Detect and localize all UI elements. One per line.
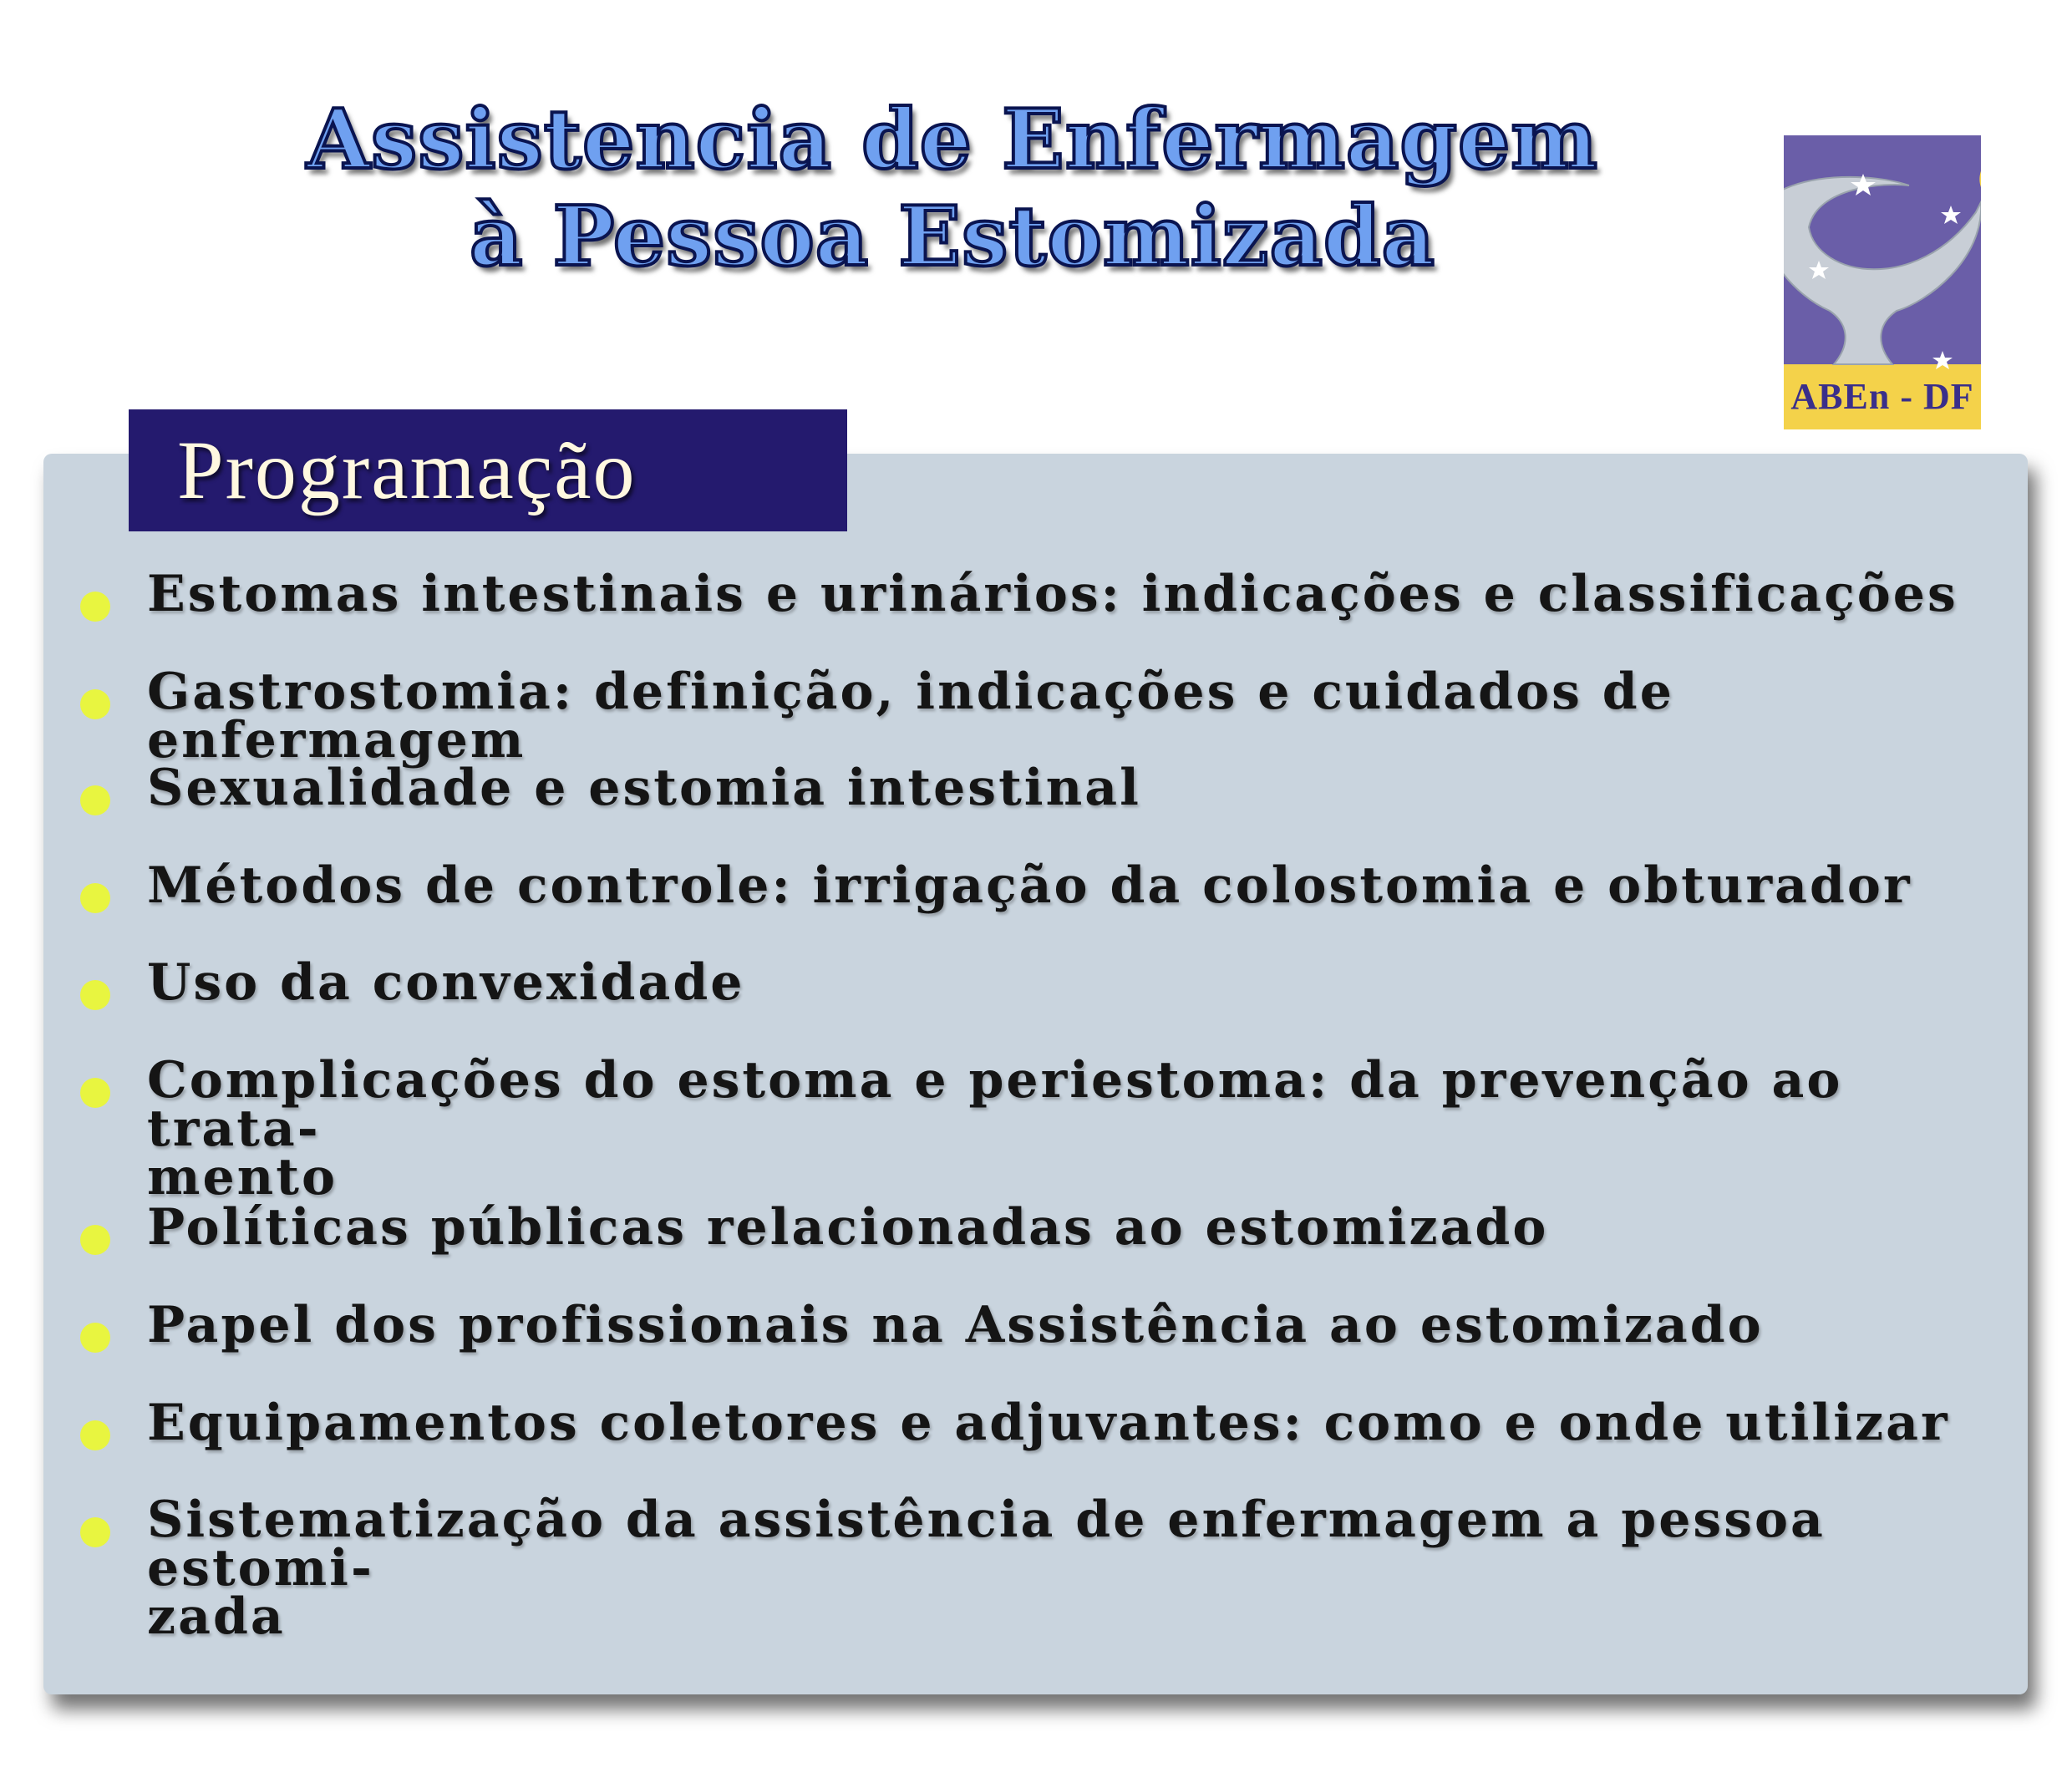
- list-item-text: [147, 1051, 1985, 1206]
- bullet-icon: [80, 1420, 110, 1450]
- list-item-text: [147, 1491, 1985, 1646]
- list-item-line: mento: [147, 1148, 338, 1206]
- page-title: [284, 92, 1621, 286]
- list-item-text: [147, 856, 1985, 915]
- list-item-line: Gastrostomia: definição, indicações e cuidados de enfermagem: [147, 663, 1674, 770]
- list-item-line: zada: [147, 1587, 286, 1646]
- bullet-icon: [80, 1078, 110, 1108]
- list-item-line: Sexualidade e estomia intestinal: [147, 759, 1141, 817]
- list-item-line: Papel dos profissionais na Assistência ao estomizado: [147, 1296, 1764, 1354]
- list-item-line: Equipamentos coletores e adjuvantes: como e onde utilizar: [147, 1394, 1950, 1452]
- bullet-icon: [80, 785, 110, 815]
- list-item-text: [147, 565, 1985, 623]
- section-heading: Programação: [177, 424, 637, 516]
- list-item-line: Uso da convexidade: [147, 953, 745, 1012]
- bullet-icon: [80, 689, 110, 719]
- list-item-text: [147, 759, 1985, 817]
- list-item-line: Políticas públicas relacionadas ao estomizado: [147, 1198, 1549, 1257]
- list-item-text: [147, 663, 1985, 770]
- logo-label: ABEn - DF: [1790, 376, 1974, 417]
- title-line-1: Assistencia de Enfermagem: [306, 92, 1598, 188]
- title-line-2: à Pessoa Estomizada: [470, 189, 1435, 285]
- list-item-text: [147, 1296, 1985, 1354]
- section-header: [129, 409, 847, 531]
- bullet-icon: [80, 1517, 110, 1547]
- bullet-icon: [80, 1323, 110, 1353]
- list-item-text: [147, 1394, 1985, 1452]
- aben-df-logo: [1784, 135, 1981, 429]
- list-item-line: Métodos de controle: irrigação da colostomia e obturador: [147, 856, 1912, 915]
- list-item-text: [147, 953, 1985, 1012]
- bullet-icon: [80, 1225, 110, 1255]
- list-item-line: Complicações do estoma e periestoma: da prevenção ao trata-: [147, 1051, 1843, 1158]
- list-item-line: Estomas intestinais e urinários: indicações e classificações: [147, 565, 1958, 623]
- list-item-text: [147, 1198, 1985, 1257]
- list-item-line: Sistematização da assistência de enfermagem a pessoa estomi-: [147, 1491, 1826, 1598]
- bullet-icon: [80, 980, 110, 1010]
- bullet-icon: [80, 592, 110, 622]
- bullet-icon: [80, 883, 110, 913]
